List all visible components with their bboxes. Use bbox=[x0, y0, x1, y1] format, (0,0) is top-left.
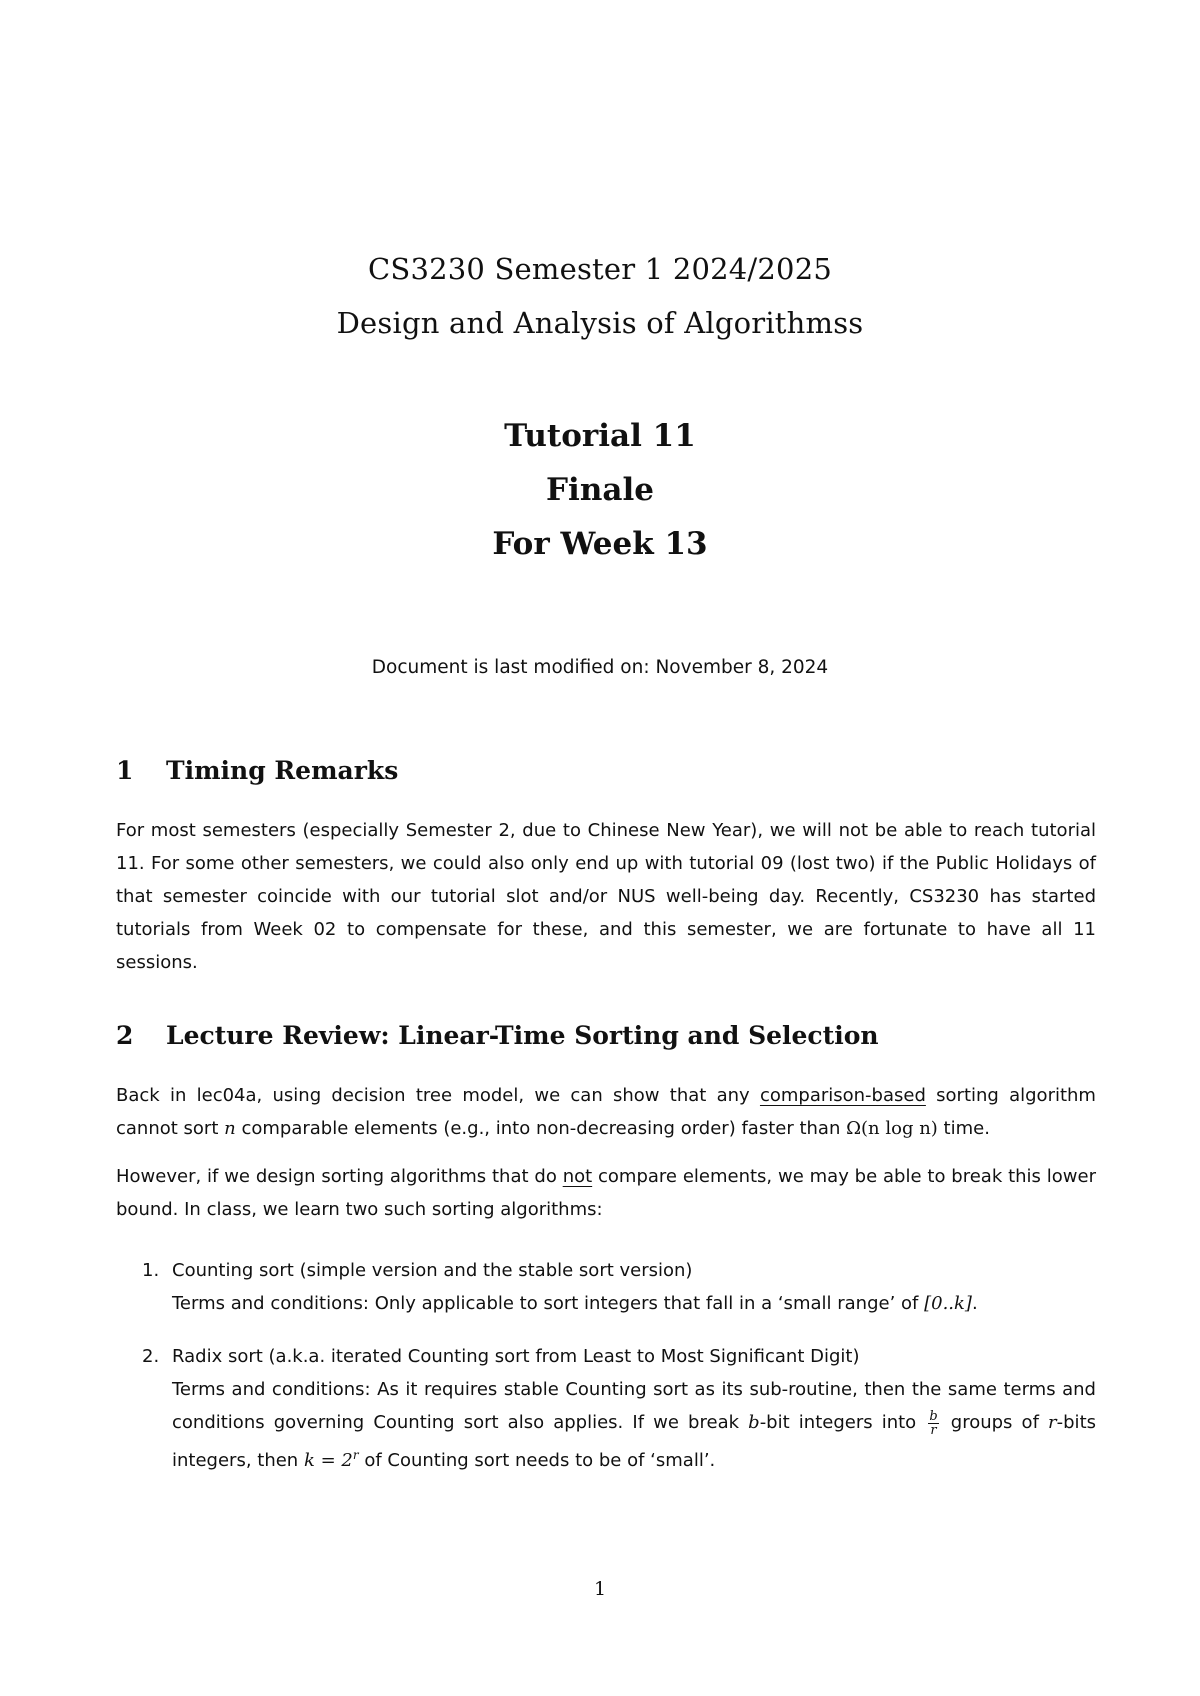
fraction-denominator: r bbox=[930, 1422, 937, 1438]
list-number: 2. bbox=[142, 1346, 160, 1367]
math-expression: [0..k] bbox=[924, 1293, 972, 1314]
section-title: Lecture Review: Linear-Time Sorting and Selection bbox=[166, 1021, 879, 1050]
text-run: of Counting sort needs to be of ‘small’. bbox=[364, 1450, 716, 1471]
math-var: r bbox=[1048, 1412, 1057, 1433]
fraction bbox=[928, 1410, 938, 1437]
math-var: n bbox=[224, 1118, 236, 1139]
text-run: Terms and conditions: As it requires stable Counting sort as its sub-routine, then the same terms and conditions governing Counting sort also applies. If we break bbox=[172, 1379, 1096, 1433]
tutorial-topic: Finale bbox=[546, 472, 654, 508]
list-item-title: Radix sort (a.k.a. iterated Counting sort from Least to Most Significant Digit) bbox=[172, 1346, 860, 1367]
section-title: Timing Remarks bbox=[166, 756, 399, 785]
text-run: . bbox=[971, 1293, 978, 1314]
section-number: 1 bbox=[116, 756, 134, 785]
text-run: However, if we design sorting algorithms that do bbox=[116, 1166, 557, 1187]
math-expression: Ω(n log n) bbox=[846, 1118, 938, 1139]
lecture-review-paragraph bbox=[116, 1079, 1096, 1145]
tutorial-number: Tutorial 11 bbox=[504, 418, 696, 454]
text-run: compare elements, we may be able to break this lower bound. In class, we learn two such sorting algorithms: bbox=[116, 1166, 1096, 1220]
math-expression: k = 2 bbox=[303, 1450, 353, 1471]
list-item bbox=[116, 1340, 1096, 1477]
math-var: b bbox=[748, 1412, 760, 1433]
list-item-terms bbox=[172, 1373, 1096, 1477]
lecture-review-paragraph bbox=[116, 1160, 1096, 1226]
list-item-terms bbox=[172, 1287, 1096, 1320]
text-run: Back in lec04a, using decision tree model, we can show that any bbox=[116, 1085, 750, 1106]
course-title: CS3230 Semester 1 2024/2025 bbox=[368, 252, 832, 286]
last-modified-date: Document is last modified on: November 8, 2024 bbox=[371, 657, 829, 678]
section-heading bbox=[116, 1021, 879, 1050]
text-run: -bits integers, then bbox=[172, 1412, 1096, 1471]
fraction-numerator: b bbox=[929, 1408, 938, 1424]
page-number: 1 bbox=[593, 1578, 607, 1600]
section-number: 2 bbox=[116, 1021, 134, 1050]
underlined-term: not bbox=[562, 1166, 593, 1187]
list-number: 1. bbox=[142, 1260, 160, 1281]
section-heading bbox=[116, 756, 398, 785]
timing-remarks-paragraph: For most semesters (especially Semester 2, due to Chinese New Year), we will not be able to reach tutorial 11. For some other semesters, we could also only end up with tutorial 09 (lost two) if the Public Holidays of that semester coincide with our tutorial slot and/or NUS well-being day. Recently, CS3230 has started tutorials from Week 02 to compensate for these, and this semester, we are fortunate to have all 11 sessions. bbox=[116, 820, 1096, 973]
list-item bbox=[116, 1254, 1096, 1320]
text-run: groups of bbox=[950, 1412, 1039, 1433]
text-run: -bit integers into bbox=[759, 1412, 917, 1433]
underlined-term: comparison-based bbox=[759, 1085, 926, 1106]
text-run: time. bbox=[943, 1118, 990, 1139]
tutorial-week: For Week 13 bbox=[492, 526, 708, 562]
text-run: Terms and conditions: Only applicable to sort integers that fall in a ‘small range’ of bbox=[172, 1293, 919, 1314]
course-subtitle: Design and Analysis of Algorithmss bbox=[336, 306, 864, 340]
text-run: comparable elements (e.g., into non-decreasing order) faster than bbox=[241, 1118, 841, 1139]
math-superscript: r bbox=[352, 1448, 359, 1462]
list-item-title: Counting sort (simple version and the stable sort version) bbox=[172, 1260, 693, 1281]
text-run: sorting algorithm cannot sort bbox=[116, 1085, 1096, 1139]
